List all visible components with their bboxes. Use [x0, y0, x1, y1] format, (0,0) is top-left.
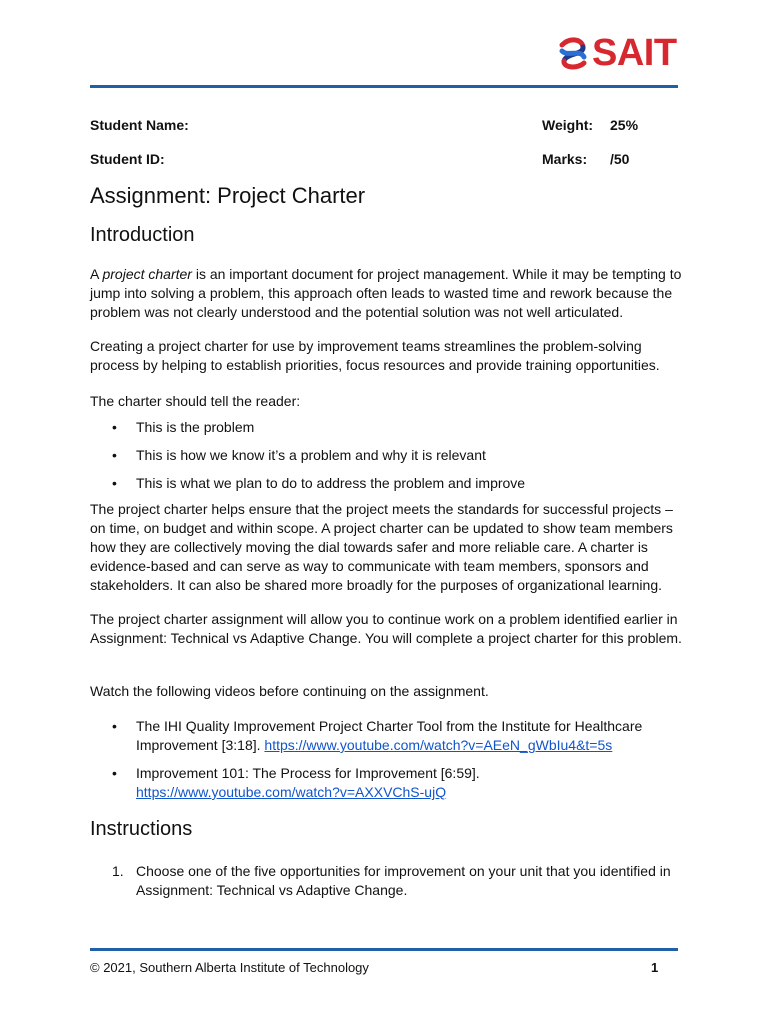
intro-paragraph-4: The project charter helps ensure that the project meets the standards for successful projects – on time, on budget and within scope. A project charter can be updated to show team members how they are collectively moving the dial towards safer and more reliable care. A charter is evidence-based and can serve as way to communicate with team members, sponsors and stakeholders. It can also be shared more broadly for the purposes of organizational learning. [90, 501, 673, 593]
intro-p1-rest: is an important document for project management. While it may be tempting to jump into solving a problem, this approach often leads to wasted time and rework because the problem was not clearly understood and the potential solution was not well articulated. [90, 266, 682, 320]
project-charter-term: project charter [102, 266, 192, 282]
header-rule [90, 85, 678, 88]
instruction-text: Choose one of the five opportunities for improvement on your unit that you identified in Assignment: Technical vs Adaptive Change. [136, 863, 671, 898]
intro-p1-prefix: A [90, 266, 103, 282]
instruction-number: 1. [112, 863, 124, 879]
list-item [90, 764, 680, 802]
footer-rule [90, 948, 678, 951]
intro-paragraph-3: The charter should tell the reader: [90, 393, 301, 409]
intro-paragraph-5: The project charter assignment will allow you to continue work on a problem identified earlier in Assignment: Technical vs Adaptive Change. You will complete a project charter for this problem. [90, 611, 682, 646]
video-1-link[interactable]: https://www.youtube.com/watch?v=AEeN_gWbIu4&t=5s [264, 737, 613, 753]
sait-logo-text: SAIT [592, 32, 677, 74]
list-item: • This is how we know it’s a problem and why it is relevant [90, 446, 680, 465]
list-item: • This is the problem [90, 418, 680, 437]
footer-copyright: © 2021, Southern Alberta Institute of Technology [90, 960, 369, 975]
introduction-heading: Introduction [90, 224, 195, 246]
list-item [90, 717, 680, 755]
video-2-link[interactable]: https://www.youtube.com/watch?v=AXXVChS-ujQ [136, 784, 447, 800]
video-list [90, 717, 680, 811]
weight-label: Weight: [542, 117, 594, 133]
video-1-description: The IHI Quality Improvement Project Charter Tool from the Institute for Healthcare Improvement [3:18]. [136, 718, 643, 753]
intro-paragraph-1 [90, 265, 690, 322]
charter-reader-list [90, 418, 680, 502]
intro-paragraph-2: Creating a project charter for use by improvement teams streamlines the problem-solving process by helping to establish priorities, focus resources and provide training opportunities. [90, 338, 660, 373]
instruction-item-1 [90, 862, 680, 900]
list-item: • This is what we plan to do to address the problem and improve [90, 474, 680, 493]
video-2-description: Improvement 101: The Process for Improvement [6:59]. [136, 765, 480, 781]
marks-value: /50 [610, 151, 630, 167]
student-name-label: Student Name: [90, 117, 189, 133]
sait-logo [556, 34, 677, 72]
student-id-label: Student ID: [90, 151, 165, 167]
assignment-title: Assignment: Project Charter [90, 183, 366, 208]
page-number: 1 [651, 960, 659, 975]
instructions-heading: Instructions [90, 818, 193, 840]
weight-value: 25% [610, 117, 639, 133]
marks-label: Marks: [542, 151, 588, 167]
sait-emblem-icon [556, 35, 590, 71]
intro-paragraph-6: Watch the following videos before continuing on the assignment. [90, 683, 489, 699]
